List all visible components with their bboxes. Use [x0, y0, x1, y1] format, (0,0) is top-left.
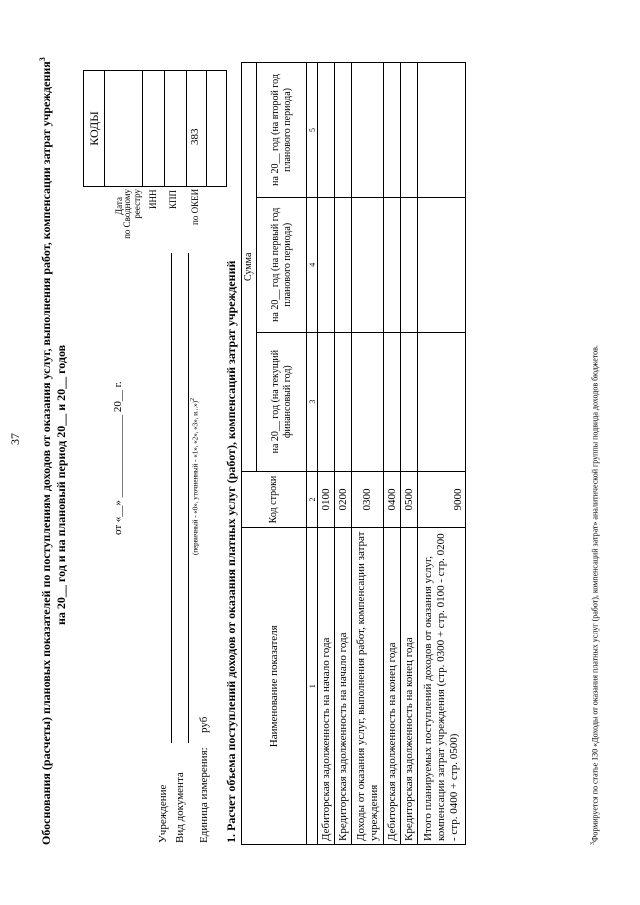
doc-type-label: Вид документа	[174, 772, 186, 843]
row-value-col5[interactable]	[352, 63, 384, 198]
table-row	[318, 63, 335, 845]
revenue-table	[241, 62, 466, 845]
institution-label: Учреждение	[157, 784, 169, 843]
row-value-col4[interactable]	[318, 197, 335, 332]
row-value-col3[interactable]	[335, 332, 352, 471]
codes-label-okei: по ОКЕИ	[190, 188, 200, 225]
doc-type-hint-text: (первичный - «0», уточненный - «1», «2», «3», и...»)	[191, 400, 200, 555]
header-col3: на 20__ год (на текущий финансовый год)	[257, 332, 307, 471]
col-number-4: 4	[307, 197, 318, 332]
row-code: 0400	[384, 471, 401, 528]
row-value-col3[interactable]	[352, 332, 384, 471]
row-name: Кредиторская задолженность на начало года	[335, 528, 352, 845]
row-value-col3[interactable]	[418, 332, 466, 471]
table-row	[352, 63, 384, 845]
row-value-col5[interactable]	[384, 63, 401, 198]
form-subtitle: на 20__ год и на плановый период 20__ и 20__ годов	[54, 344, 68, 625]
row-name: Доходы от оказания услуг, выполнения работ, компенсации затрат учреждения	[352, 528, 384, 845]
form-title-text: Обоснования (расчеты) плановых показателей по поступлениям доходов от оказания услуг, выполнения работ, компенсации затрат учреждения	[39, 61, 53, 845]
codes-label-date: Дата	[114, 197, 124, 215]
unit-value: руб	[198, 716, 210, 733]
footnote-mark: 3	[590, 842, 596, 845]
header-col4: на 20__ год (на первый год планового периода)	[257, 197, 307, 332]
col-number-2: 2	[307, 471, 318, 528]
row-name: Кредиторская задолженность на конец года	[401, 528, 418, 845]
col-number-5: 5	[307, 63, 318, 198]
codes-label-kpp: КПП	[168, 189, 178, 209]
unit-label: Единица измерения:	[198, 747, 210, 843]
table-row-total	[418, 63, 466, 845]
row-value-col4[interactable]	[384, 197, 401, 332]
row-value-col3[interactable]	[318, 332, 335, 471]
table-row	[384, 63, 401, 845]
row-code: 0500	[401, 471, 418, 528]
codes-label-inn: ИНН	[148, 189, 158, 209]
page-number: 37	[8, 433, 22, 445]
row-value-col5[interactable]	[401, 63, 418, 198]
date-line: от «__» _______________ 20__ г.	[112, 381, 124, 535]
row-name: Итого планируемых поступлений доходов от оказания услуг, компенсации затрат учреждения (стр. 0300 + стр. 0100 - стр. 0200 - стр. 0400 + стр. 0500)	[418, 528, 466, 845]
row-value-col5[interactable]	[418, 63, 466, 198]
form-title-footnote-mark: 3	[38, 57, 47, 62]
form-title	[38, 57, 54, 845]
row-value-col5[interactable]	[335, 63, 352, 198]
row-value-col3[interactable]	[401, 332, 418, 471]
row-value-col4[interactable]	[418, 197, 466, 332]
header-code: Код строки	[242, 471, 307, 528]
row-name: Дебиторская задолженность на конец года	[384, 528, 401, 845]
footnote-text: Формируется по статье 130 «Доходы от оказания платных услуг (работ), компенсаций затрат» аналитической группы подвида доходов бюджетов.	[590, 345, 600, 842]
doc-type-hint	[190, 398, 199, 555]
row-name: Дебиторская задолженность на начало года	[318, 528, 335, 845]
row-value-col4[interactable]	[352, 197, 384, 332]
header-sum: Сумма	[242, 63, 257, 472]
codes-value-okei: 383	[189, 128, 201, 145]
header-name: Наименование показателя	[242, 528, 307, 845]
col-number-3: 3	[307, 332, 318, 471]
row-code: 0300	[352, 471, 384, 528]
doc-type-hint-mark: 2	[190, 397, 196, 401]
row-value-col4[interactable]	[335, 197, 352, 332]
codes-header: КОДЫ	[84, 71, 105, 186]
row-code: 0200	[335, 471, 352, 528]
codes-label-registry: по Сводному реестру	[122, 189, 142, 239]
section-title: 1. Расчет объема поступлений доходов от оказания платных услуг (работ), компенсаций затрат учреждений	[224, 260, 238, 843]
footnote	[590, 345, 600, 845]
column-numbers-row	[307, 63, 318, 845]
row-value-col4[interactable]	[401, 197, 418, 332]
row-value-col3[interactable]	[384, 332, 401, 471]
header-col5: на 20__ год (на второй год планового периода)	[257, 63, 307, 198]
col-number-1: 1	[307, 528, 318, 845]
row-value-col5[interactable]	[318, 63, 335, 198]
table-row	[401, 63, 418, 845]
row-code: 0100	[318, 471, 335, 528]
row-code: 9000	[418, 471, 466, 528]
table-row	[335, 63, 352, 845]
